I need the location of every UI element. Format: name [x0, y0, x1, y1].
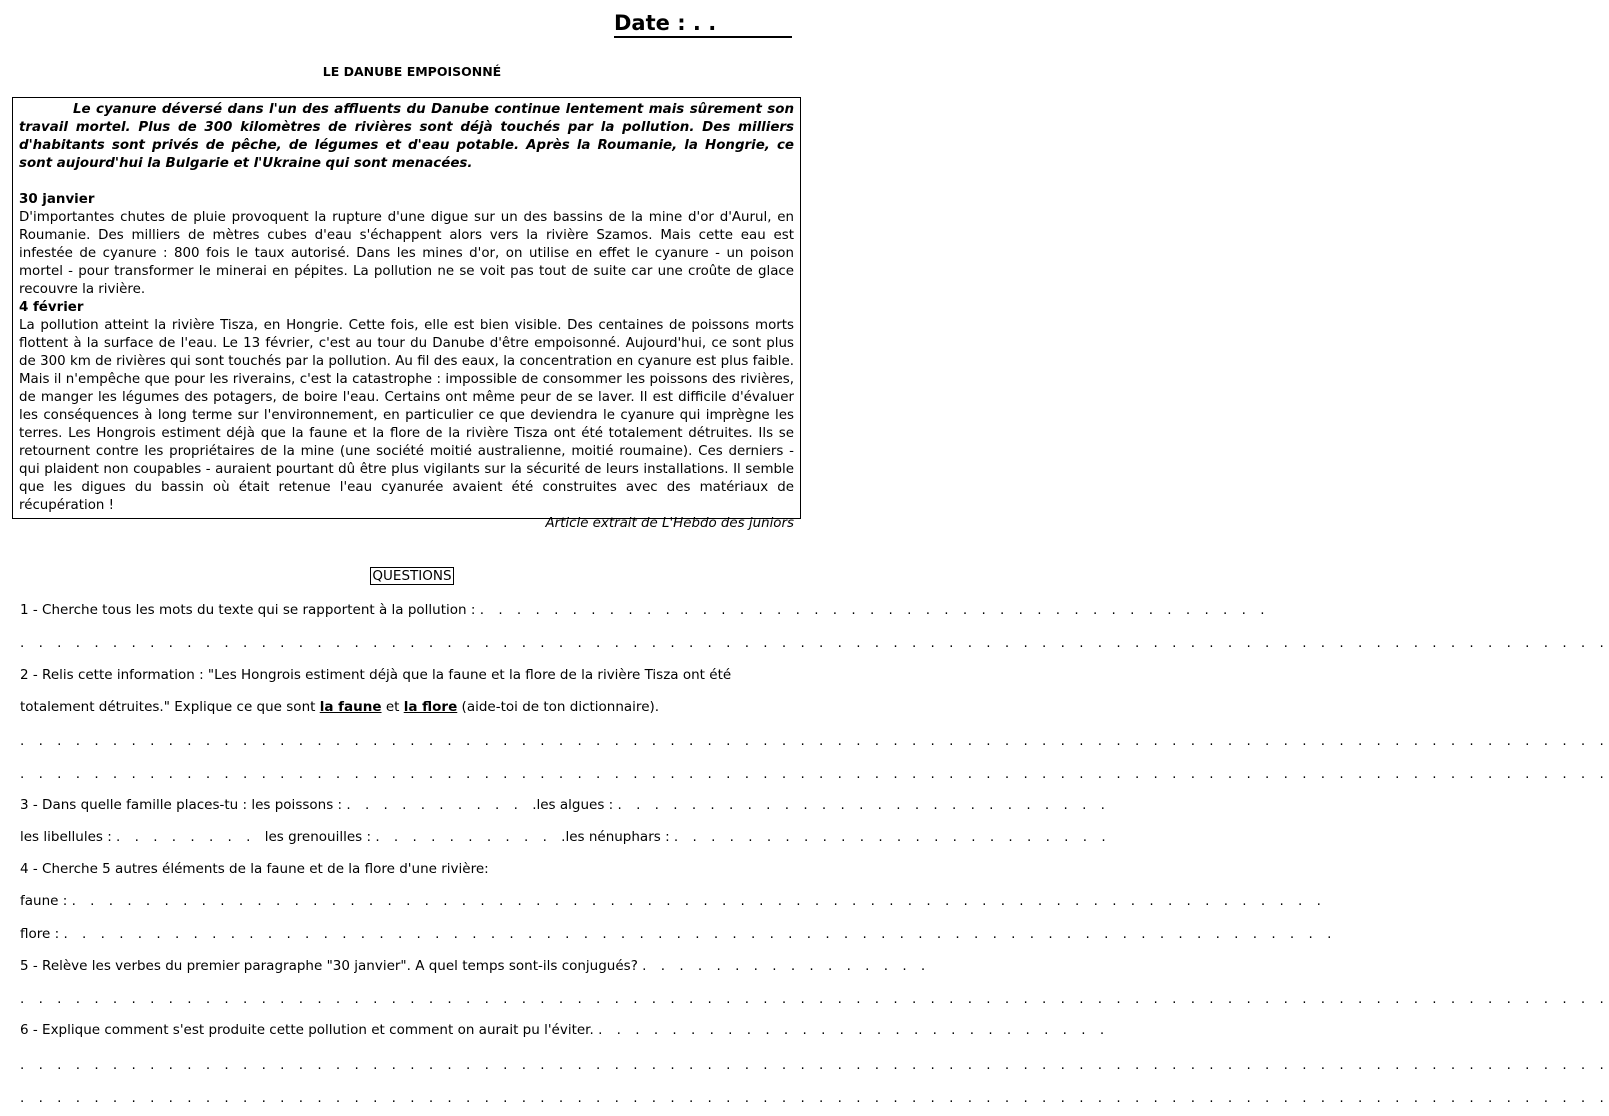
- question-1: [20, 601, 1270, 619]
- section-text-30-janvier: D'importantes chutes de pluie provoquent la rupture d'une digue sur un des bassins de la mine d'or d'Aurul, en Roumanie. Des milliers de mètres cubes d'eau s'échappent alors vers la rivière Szamos. Mais cette eau est infestée de cyanure : 800 fois le taux autorisé. Dans les mines d'or, on utilise en effet le cyanure - un poison mortel - pour transformer le minerai en pépites. La pollution ne se voit pas tout de suite car une croûte de glace recouvre la rivière.: [19, 210, 794, 297]
- term-faune: la faune: [319, 699, 382, 715]
- answer-flore[interactable]: . . . . . . . . . . . . . . . . . . . . . . . . . . . . . . . . . . . . . . . . . . . . . . . . . . . . . . . . . . . . . . . . . . . . .: [63, 926, 1337, 942]
- answer-line-q2-2[interactable]: [20, 765, 1609, 783]
- answer-line-q1-2[interactable]: [20, 634, 1609, 652]
- question-2-hint: (aide-toi de ton dictionnaire).: [457, 699, 660, 715]
- answer-line-q6-2[interactable]: [20, 1089, 1609, 1107]
- label-libellules: les libellules :: [20, 829, 117, 845]
- question-4-flore: [20, 925, 1337, 943]
- question-2-line-1: 2 - Relis cette information : "Les Hongrois estiment déjà que la faune et la flore de la rivière Tisza ont été: [20, 667, 732, 683]
- answer-grenouilles[interactable]: . . . . . . . . . .: [375, 829, 562, 845]
- question-3-line-1: [20, 796, 1110, 814]
- label-flore: flore :: [20, 926, 64, 942]
- date-field: [614, 10, 792, 38]
- answer-algues[interactable]: . . . . . . . . . . . . . . . . . . . . . . . . . . .: [617, 797, 1110, 813]
- section-heading-4-fevrier: 4 février: [19, 300, 84, 315]
- term-flore: la flore: [403, 699, 458, 715]
- answer-libellules[interactable]: . . . . . . . .: [116, 829, 265, 845]
- answer-faune[interactable]: . . . . . . . . . . . . . . . . . . . . . . . . . . . . . . . . . . . . . . . . . . . . . . . . . . . . . . . . . . . . . . . . . . . .: [71, 893, 1326, 909]
- answer-line[interactable]: . . . . . . . . . . . . . . . . . . . . . . . . . . . . . . . . . . . . . . . . . . . . . . . . . . . . . . . . . . . . . . . . . . . . . . . . . . . . . . . . . . . . . .: [20, 635, 1609, 651]
- label-grenouilles: les grenouilles :: [264, 829, 376, 845]
- question-1-text: 1 - Cherche tous les mots du texte qui se rapportent à la pollution :: [20, 602, 480, 618]
- answer-nenuphars[interactable]: . . . . . . . . . . . . . . . . . . . . . . . .: [673, 829, 1111, 845]
- question-2-et: et: [381, 699, 404, 715]
- section-heading-30-janvier: 30 janvier: [19, 192, 95, 207]
- label-nenuphars: .les nénuphars :: [561, 829, 674, 845]
- answer-poissons[interactable]: . . . . . . . . . .: [346, 797, 533, 813]
- answer-line[interactable]: . . . . . . . . . . . . . . . . . . . . . . . . . . . . . . . . . . . . . . . . . . . . . . . . . . . . . . . . . . . . . . . . . . . . . . . . . . . . . . . . . . . . . .: [20, 991, 1609, 1007]
- question-2-text: totalement détruites." Explique ce que sont: [20, 699, 320, 715]
- answer-line-q2-1[interactable]: [20, 732, 1609, 750]
- label-faune: faune :: [20, 893, 72, 909]
- question-6-text: 6 - Explique comment s'est produite cette pollution et comment on aurait pu l'éviter.: [20, 1022, 599, 1038]
- question-3-line-2: [20, 828, 1111, 846]
- answer-line-q6-1[interactable]: [20, 1056, 1609, 1074]
- article-box: [12, 97, 801, 531]
- answer-line[interactable]: . . . . . . . . . . . . . . . . . . . . . . . . . . . . . . . . . . . . . . . . . . . . . . . . . . . . . . . . . . . . . . . . . . . . . . . . . . . . . . . . . . . . . .: [20, 766, 1609, 782]
- section-text-4-fevrier: La pollution atteint la rivière Tisza, en Hongrie. Cette fois, elle est bien visible. Des centaines de poissons morts flottent à la surface de l'eau. Le 13 février, c'est au tour du Danube d'être empoisonné. Aujourd'hui, ce sont plus de 300 km de rivières qui sont touchés par la pollution. Au fil des eaux, la concentration en cyanure est plus faible. Mais il n'empêche que pour les riverains, c'est la catastrophe : impossible de consommer les poissons des rivières, de manger les légumes des potagers, de boire l'eau. Certains ont même peur de se laver. Il est difficile d'évaluer les conséquences à long terme sur l'environnement, en particulier ce que deviendra le cyanure qui imprègne les terres. Les Hongrois estiment déjà que la faune et la flore de la rivière Tisza ont été totalement détruites. Ils se retournent contre les propriétaires de la mine (une société moitié australienne, moitié roumaine). Ces derniers - qui plaident non coupables - auraient pourtant dû être plus vigilants sur la sécurité de leurs installations. Il semble que les digues du bassin où était retenue l'eau cyanurée avaient été construites avec des matériaux de récupération !: [19, 318, 794, 513]
- answer-line[interactable]: . . . . . . . . . . . . . . . . . . . . . . . . . . . . . . . . . . . . . . . . . . .: [479, 602, 1270, 618]
- question-3-text: 3 - Dans quelle famille places-tu : les poissons :: [20, 797, 347, 813]
- question-2-line-2: [20, 698, 800, 716]
- answer-line[interactable]: . . . . . . . . . . . . . . . . . . . . . . . . . . . . . . . . . . . . . . . . . . . . . . . . . . . . . . . . . . . . . . . . . . . . . . . . . . . . . . . . . . . . . .: [20, 1090, 1609, 1106]
- article-title: LE DANUBE EMPOISONNÉ: [322, 64, 502, 79]
- label-algues: .les algues :: [532, 797, 618, 813]
- question-6: [20, 1021, 1110, 1039]
- article-source: Article extrait de L'Hebdo des juniors: [545, 516, 794, 531]
- article-intro: Le cyanure déversé dans l'un des affluents du Danube continue lentement mais sûrement son travail mortel. Plus de 300 kilomètres de rivières sont déjà touchés par la pollution. Des milliers d'habitants sont privés de pêche, de légumes et d'eau potable. Après la Roumanie, la Hongrie, ce sont aujourd'hui la Bulgarie et l'Ukraine qui sont menacées.: [19, 102, 794, 171]
- questions-title: QUESTIONS: [372, 568, 452, 584]
- question-4-text: 4 - Cherche 5 autres éléments de la faune et de la flore d'une rivière:: [20, 861, 489, 877]
- date-blank[interactable]: . .: [692, 11, 717, 35]
- questions-heading: [0, 567, 824, 585]
- answer-line[interactable]: . . . . . . . . . . . . . . . . . . . . . . . . . . . . . . . . . . . . . . . . . . . . . . . . . . . . . . . . . . . . . . . . . . . . . . . . . . . . . . . . . . . . . .: [20, 733, 1609, 749]
- answer-line-q5[interactable]: [20, 990, 1609, 1008]
- answer-line[interactable]: . . . . . . . . . . . . . . . .: [642, 958, 931, 974]
- question-4-faune: [20, 892, 1326, 910]
- date-label: Date :: [614, 11, 686, 35]
- question-5-text: 5 - Relève les verbes du premier paragraphe "30 janvier". A quel temps sont-ils conjugués?: [20, 958, 643, 974]
- question-5: [20, 957, 931, 975]
- answer-line[interactable]: . . . . . . . . . . . . . . . . . . . . . . . . . . . .: [598, 1022, 1110, 1038]
- answer-line[interactable]: . . . . . . . . . . . . . . . . . . . . . . . . . . . . . . . . . . . . . . . . . . . . . . . . . . . . . . . . . . . . . . . . . . . . . . . . . . . . . . . . . . . . . .: [20, 1057, 1609, 1073]
